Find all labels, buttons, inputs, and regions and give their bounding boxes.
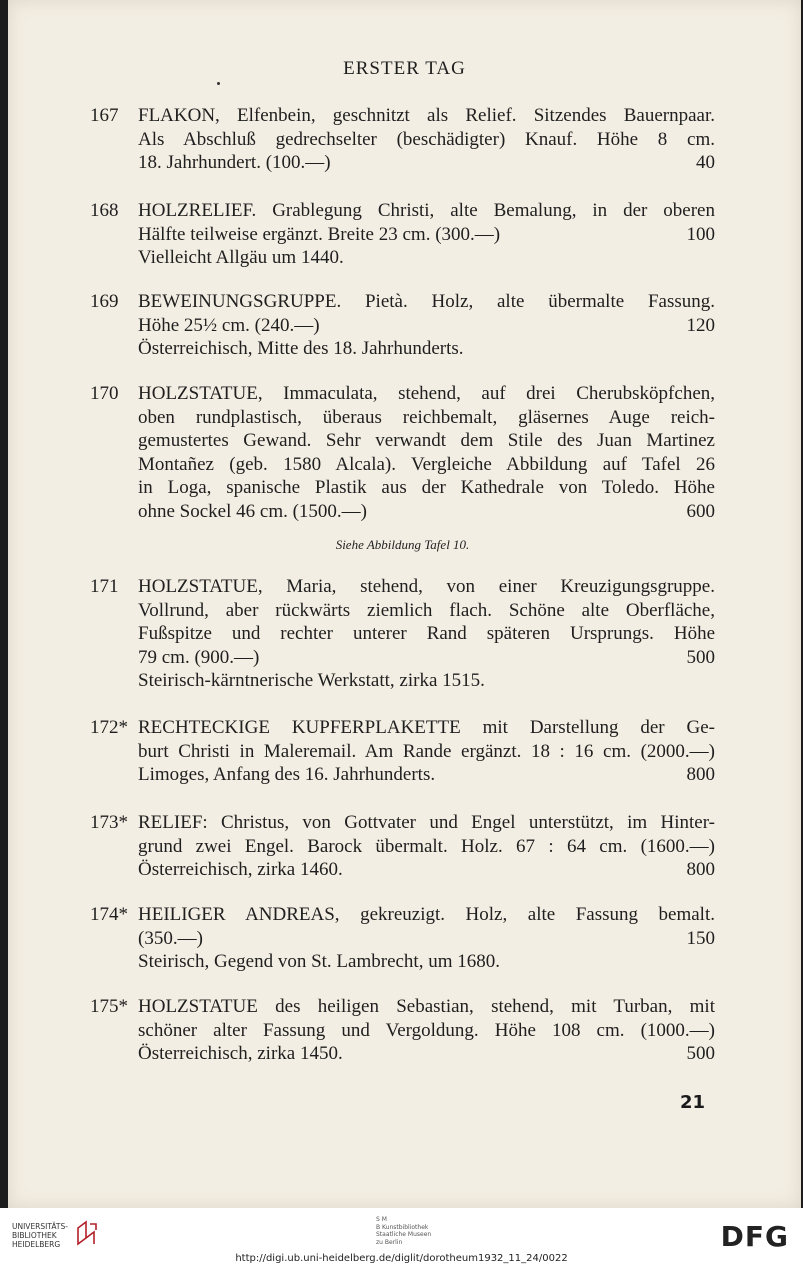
entry-text-line: grund zwei Engel. Barock übermalt. Holz. 67 : 64 cm. (1600.—)	[138, 835, 715, 857]
stamp-line: B Kunstbibliothek	[376, 1223, 429, 1231]
entry-text-line: Hälfte teilweise ergänzt. Breite 23 cm. (300.—)	[138, 223, 501, 245]
library-name-line: BIBLIOTHEK	[12, 1231, 57, 1240]
entry-price: 40	[696, 152, 715, 173]
catalog-entry-175	[90, 995, 715, 1066]
permalink-url[interactable]: http://digi.ub.uni-heidelberg.de/diglit/dorotheum1932_11_24/0022	[235, 1253, 568, 1264]
entry-number: 173*	[90, 812, 128, 833]
entry-text-line: BEWEINUNGSGRUPPE. Pietà. Holz, alte übermalte Fassung.	[138, 291, 715, 312]
library-name-line: HEIDELBERG	[12, 1240, 61, 1249]
entry-number: 172*	[90, 717, 128, 738]
page-number: 21	[679, 1092, 705, 1113]
library-name	[12, 1222, 68, 1249]
entry-text-line: FLAKON, Elfenbein, geschnitzt als Relief. Sitzendes Bauernpaar.	[138, 105, 715, 126]
entry-text-line: 79 cm. (900.—)	[138, 646, 260, 668]
entry-text-line: HOLZRELIEF. Grablegung Christi, alte Bemalung, in der oberen	[138, 200, 715, 221]
entry-text-line: HEILIGER ANDREAS, gekreuzigt. Holz, alte Fassung bemalt.	[138, 904, 715, 925]
entry-text-line: ohne Sockel 46 cm. (1500.—)	[138, 500, 368, 522]
entry-text-line: RECHTECKIGE KUPFERPLAKETTE mit Darstellung der Ge-	[138, 717, 715, 738]
stamp-line: zu Berlin	[376, 1238, 403, 1246]
entry-text-line: in Loga, spanische Plastik aus der Kathedrale von Toledo. Höhe	[138, 477, 715, 498]
entry-price: 600	[686, 500, 715, 522]
entry-text-line: Österreichisch, zirka 1460.	[138, 859, 343, 880]
museum-stamp	[376, 1216, 431, 1246]
entry-price: 500	[686, 1043, 715, 1064]
entry-text-line: Vielleicht Allgäu um 1440.	[138, 247, 344, 268]
entry-price: 100	[686, 223, 715, 245]
entry-text-line: Österreichisch, zirka 1450.	[138, 1043, 343, 1064]
catalog-entry-172	[90, 716, 715, 787]
library-name-line: UNIVERSITÄTS-	[12, 1222, 68, 1231]
catalog-entry-168	[90, 199, 715, 270]
catalog-entry-169	[90, 290, 715, 361]
catalog-page	[8, 0, 801, 1208]
entry-text-line: Steirisch, Gegend von St. Lambrecht, um 1680.	[138, 951, 500, 972]
catalog-entry-167	[90, 104, 715, 175]
dfg-logo: DFG	[720, 1220, 789, 1253]
entry-text-line: Fußspitze und rechter unterer Rand späteren Ursprungs. Höhe	[138, 623, 715, 644]
viewer-footer	[0, 1208, 803, 1266]
catalog-entry-174	[90, 903, 715, 974]
entry-text-line: Vollrund, aber rückwärts ziemlich flach. Schöne alte Oberfläche,	[138, 599, 715, 621]
entry-text-line: Als Abschluß gedrechselter (beschädigter) Knauf. Höhe 8 cm.	[138, 128, 715, 150]
plate-reference: Siehe Abbildung Tafel 10.	[335, 537, 470, 552]
stamp-line: S M	[376, 1216, 387, 1223]
ink-speck	[217, 82, 220, 85]
entry-text-line: Österreichisch, Mitte des 18. Jahrhunderts.	[138, 338, 464, 359]
entry-text-line: oben rundplastisch, überaus reichbemalt, gläsernes Auge reich-	[138, 406, 715, 428]
page-heading: ERSTER TAG	[343, 58, 466, 79]
library-logo-icon	[76, 1220, 98, 1246]
entry-text-line: (350.—)	[138, 927, 203, 949]
entry-price: 500	[686, 646, 715, 668]
entry-text-line: RELIEF: Christus, von Gottvater und Engel unterstützt, im Hinter-	[138, 812, 715, 833]
entry-text-line: burt Christi in Maleremail. Am Rande ergänzt. 18 : 16 cm. (2000.—)	[138, 740, 715, 762]
entry-text-line: Höhe 25½ cm. (240.—)	[138, 314, 320, 336]
entry-text-line: 18. Jahrhundert. (100.—)	[138, 152, 331, 173]
entry-text-line: schöner alter Fassung und Vergoldung. Höhe 108 cm. (1000.—)	[138, 1019, 715, 1041]
entry-number: 167	[90, 105, 119, 126]
entry-price: 150	[686, 927, 715, 949]
entry-number: 171	[90, 576, 119, 597]
entry-text-line: Montañez (geb. 1580 Alcala). Vergleiche Abbildung auf Tafel 26	[138, 453, 715, 475]
entry-number: 170	[90, 383, 119, 404]
catalog-entry-171	[90, 575, 715, 693]
entry-text-line: gemustertes Gewand. Sehr verwandt dem Stile des Juan Martinez	[138, 430, 715, 451]
catalog-entry-170	[90, 382, 715, 552]
entry-number: 175*	[90, 996, 128, 1017]
entry-number: 168	[90, 200, 119, 221]
stamp-line: Staatliche Museen	[376, 1231, 432, 1238]
entry-price: 120	[686, 314, 715, 336]
entry-text-line: HOLZSTATUE, Immaculata, stehend, auf drei Cherubsköpfchen,	[138, 383, 715, 404]
entry-text-line: HOLZSTATUE des heiligen Sebastian, stehend, mit Turban, mit	[138, 996, 715, 1017]
entry-number: 174*	[90, 904, 128, 925]
entry-text-line: Limoges, Anfang des 16. Jahrhunderts.	[138, 764, 436, 785]
entry-number: 169	[90, 291, 119, 312]
catalog-entry-173	[90, 811, 715, 882]
entry-text-line: Steirisch-kärntnerische Werkstatt, zirka 1515.	[138, 670, 485, 691]
entry-price: 800	[686, 764, 715, 785]
entry-text-line: HOLZSTATUE, Maria, stehend, von einer Kreuzigungsgruppe.	[138, 576, 715, 597]
entry-price: 800	[686, 859, 715, 880]
